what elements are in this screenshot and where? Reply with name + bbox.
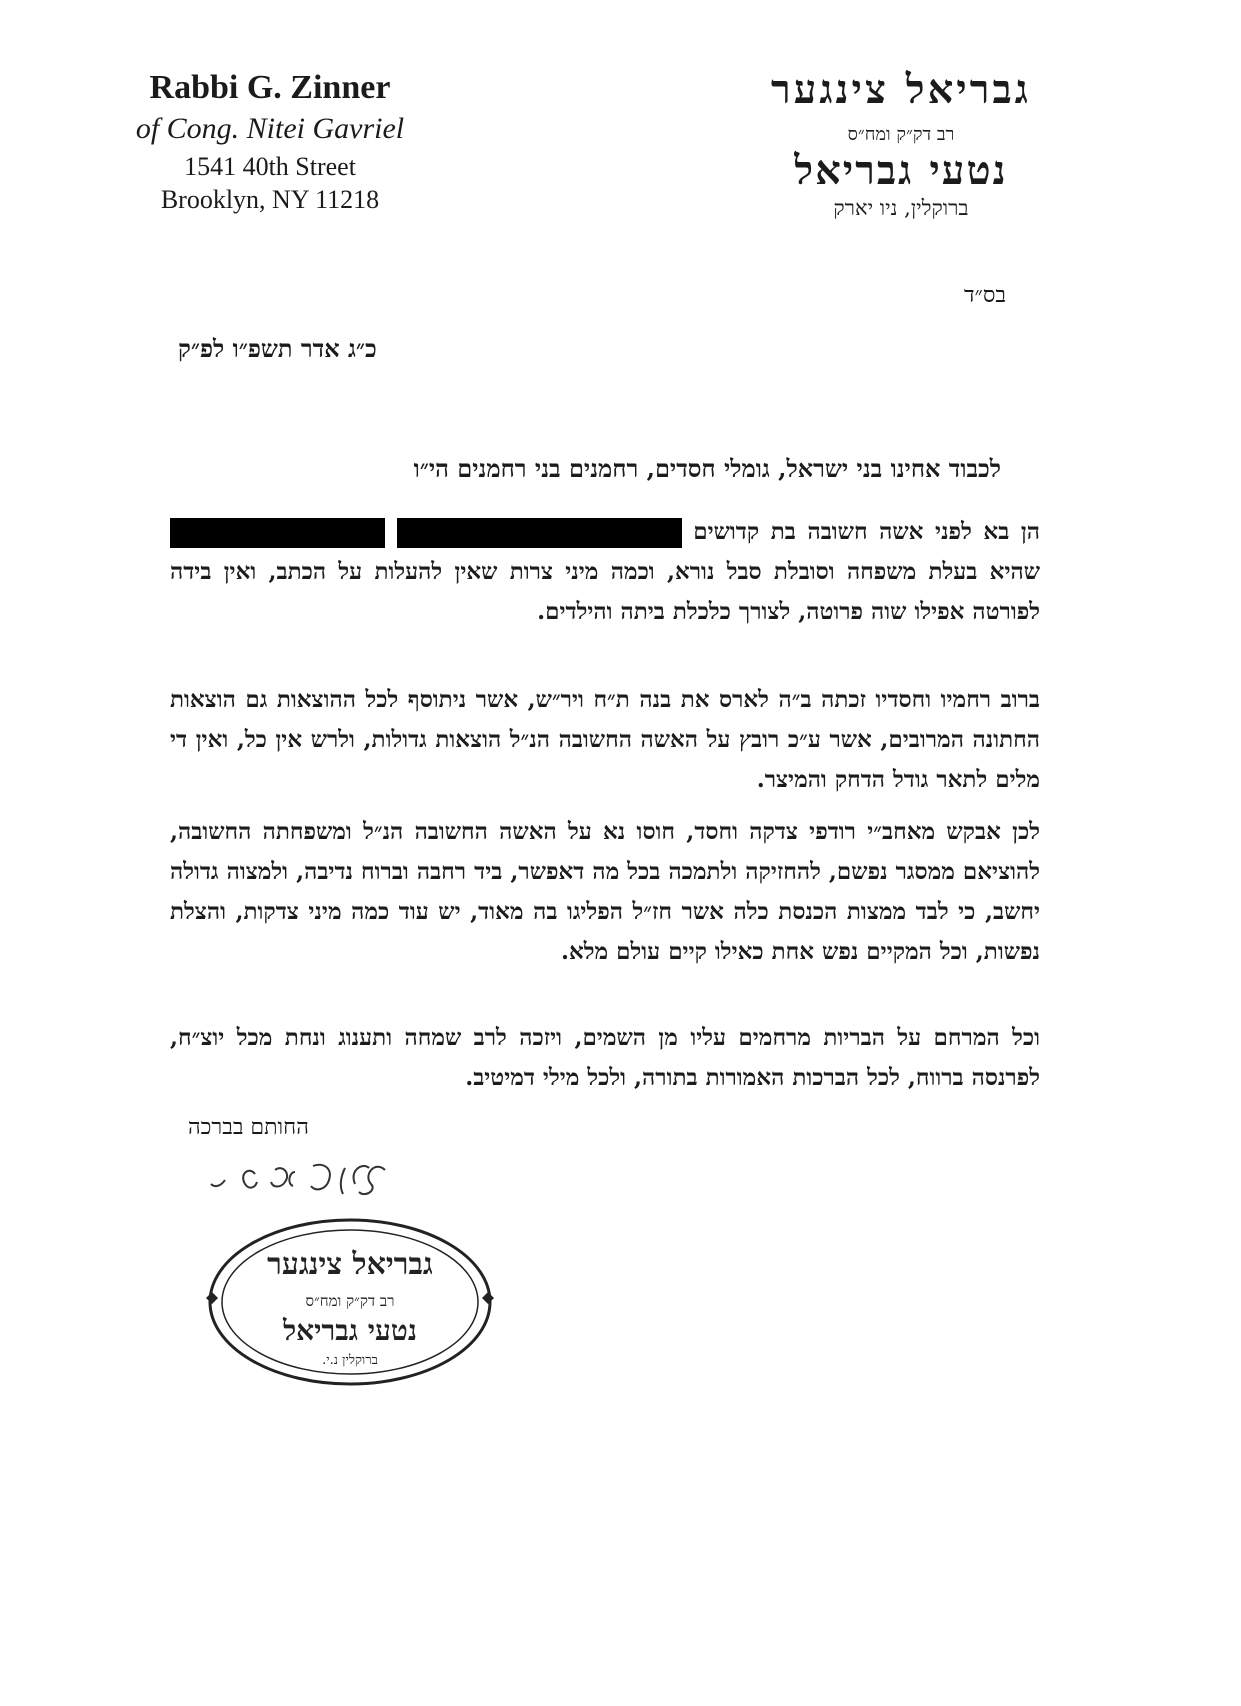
p1-end-text: להעלות על הכתב, ואין בידה לפורטה אפילו שוה פרוטה, לצורך כלכלת ביתה והילדים.	[170, 558, 1040, 625]
letter-paragraph-2	[170, 680, 1040, 800]
letter-paragraph-3	[170, 812, 1040, 972]
bsd-mark: בס״ד	[963, 283, 1006, 308]
letter-greeting: לכבוד אחינו בני ישראל, גומלי חסדים, רחמנים בני רחמנים הי״ו	[413, 454, 1001, 483]
svg-text:גבריאל צינגער: גבריאל צינגער	[267, 1247, 433, 1282]
rabbi-title-he: רב דק״ק ומח״ס	[847, 124, 955, 145]
street-address: 1541 40th Street	[184, 152, 356, 181]
letter-paragraph-1	[170, 512, 1040, 632]
letterhead-hebrew	[731, 66, 1071, 222]
letterhead-english	[120, 68, 420, 216]
rabbi-name-en: Rabbi G. Zinner	[149, 69, 391, 106]
p4-text: וכל המרחם על הבריות מרחמים עליו מן השמים, ויזכה לרב שמחה ותענוג ונחת מכל יוצ״ח, לפרנסה ברווח, לכל הברכות האמורות בתורה, ולכל מילי דמיטיב.	[170, 1024, 1040, 1091]
closing-blessing: החותם בברכה	[188, 1115, 309, 1140]
congregation-he: נטעי גבריאל	[794, 147, 1008, 194]
letter-date: כ״ג אדר תשפ״ו לפ״ק	[178, 334, 377, 363]
svg-text:נטעי גבריאל: נטעי גבריאל	[283, 1314, 417, 1347]
handwritten-signature	[195, 1150, 395, 1210]
rabbi-name-he: גבריאל צינגער	[771, 66, 1031, 113]
city-address: Brooklyn, NY 11218	[160, 185, 380, 214]
p1-mid-text: שהיא בעלת משפחה וסובלת סבל נורא, וכמה מיני צרות שאין	[454, 558, 1040, 585]
city-he: ברוקלין, ניו יארק	[833, 196, 969, 220]
svg-text:רב דק״ק ומח״ס: רב דק״ק ומח״ס	[305, 1292, 395, 1310]
letter-paragraph-4	[170, 1018, 1040, 1098]
svg-text:ברוקלין נ.י.: ברוקלין נ.י.	[322, 1353, 378, 1368]
redacted-name	[397, 518, 682, 548]
p3-text: לכן אבקש מאחב״י רודפי צדקה וחסד, חוסו נא על האשה החשובה הנ״ל ומשפחתה החשובה, להוציאם ממסגר נפשם, להחזיקה ולתמכה בכל מה דאפשר, ביד רחבה וברוח נדיבה, ולמצוה גדולה יחשב, כי לבד ממצות הכנסת כלה אשר חז״ל הפליגו בה מאוד, יש עוד כמה מיני צדקות, והצלת נפשות, וכל המקיים נפש אחת כאילו קיים עולם מלא.	[170, 818, 1040, 965]
redacted-name-2	[170, 518, 385, 548]
p2-text: ברוב רחמיו וחסדיו זכתה ב״ה לארס את בנה ת״ח ויר״ש, אשר ניתוסף לכל ההוצאות גם הוצאות החתונה המרובים, אשר ע״כ רובץ על האשה החשובה הנ״ל הוצאות גדולות, ולרש אין כל, ואין די מלים לתאר גודל הדחק והמיצר.	[170, 686, 1040, 793]
rabbinic-stamp	[200, 1212, 500, 1392]
congregation-en: of Cong. Nitei Gavriel	[135, 112, 405, 145]
p1-start-text: הן בא לפני אשה חשובה בת קדושים	[693, 518, 1040, 545]
